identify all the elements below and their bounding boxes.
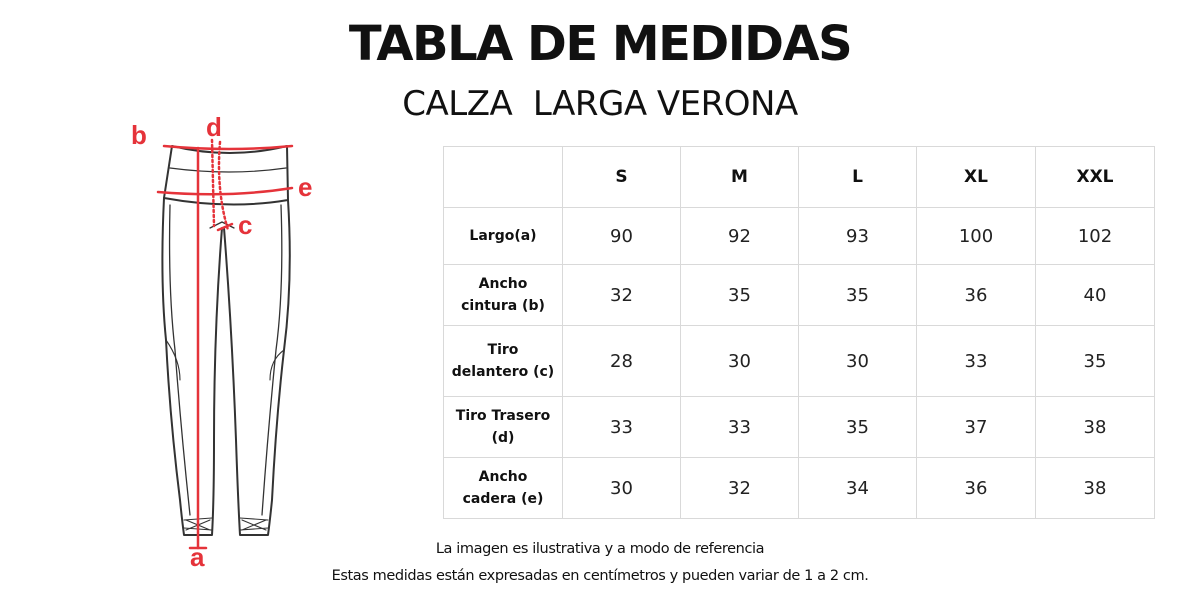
table-cell: 36: [917, 265, 1036, 326]
table-cell: 33: [681, 397, 799, 458]
table-row: [444, 265, 1155, 326]
table-cell: 34: [799, 458, 917, 519]
table-cell: 30: [681, 326, 799, 397]
product-name: CALZA LARGA VERONA: [402, 84, 798, 124]
table-cell: 38: [1036, 458, 1155, 519]
size-header-xxl: XXL: [1036, 147, 1155, 208]
disclaimer-illustrative: La imagen es ilustrativa y a modo de referencia: [435, 541, 765, 557]
table-cell: 90: [563, 208, 681, 265]
measure-label-e: e: [298, 172, 313, 202]
row-label: [444, 458, 563, 519]
table-cell: 100: [917, 208, 1036, 265]
measure-label-c: c: [238, 210, 253, 240]
table-cell: 40: [1036, 265, 1155, 326]
table-row: [444, 458, 1155, 519]
table-cell: 92: [681, 208, 799, 265]
table-header-row: [444, 147, 1155, 208]
table-cell: 32: [563, 265, 681, 326]
page-title: TABLA DE MEDIDAS: [348, 16, 852, 72]
table-cell: 36: [917, 458, 1036, 519]
table-cell: 30: [799, 326, 917, 397]
table-cell: 33: [563, 397, 681, 458]
table-cell: 32: [681, 458, 799, 519]
row-label: [444, 208, 563, 265]
disclaimer-units: Estas medidas están expresadas en centímetros y pueden variar de 1 a 2 cm.: [331, 568, 869, 584]
size-header-xl: XL: [917, 147, 1036, 208]
table-row: [444, 208, 1155, 265]
leggings-illustration: [162, 146, 289, 535]
size-header-m: M: [681, 147, 799, 208]
size-chart-table: [443, 146, 1155, 519]
leggings-measurement-diagram: [120, 112, 340, 572]
row-label-text: Largo(a): [469, 228, 537, 244]
table-cell: 35: [681, 265, 799, 326]
table-cell: 102: [1036, 208, 1155, 265]
row-label-text: Ancho cadera (e): [462, 469, 544, 507]
size-header-s: S: [563, 147, 681, 208]
row-label-text: Ancho cintura (b): [461, 276, 545, 314]
measure-label-b: b: [131, 120, 147, 150]
table-cell: 37: [917, 397, 1036, 458]
measure-label-a: a: [190, 542, 205, 572]
table-cell: 30: [563, 458, 681, 519]
table-cell: 35: [799, 397, 917, 458]
table-row: [444, 397, 1155, 458]
table-cell: 28: [563, 326, 681, 397]
table-cell: 35: [1036, 326, 1155, 397]
table-cell: 35: [799, 265, 917, 326]
row-label-text: Tiro Trasero (d): [455, 408, 551, 446]
table-cell: 38: [1036, 397, 1155, 458]
table-cell: 33: [917, 326, 1036, 397]
size-header-l: L: [799, 147, 917, 208]
table-row: [444, 326, 1155, 397]
row-label: [444, 397, 563, 458]
row-label: [444, 326, 563, 397]
row-label: [444, 265, 563, 326]
table-cell: 93: [799, 208, 917, 265]
measure-label-d: d: [206, 112, 222, 142]
corner-cell: [444, 147, 563, 208]
row-label-text: Tiro delantero (c): [451, 342, 555, 380]
